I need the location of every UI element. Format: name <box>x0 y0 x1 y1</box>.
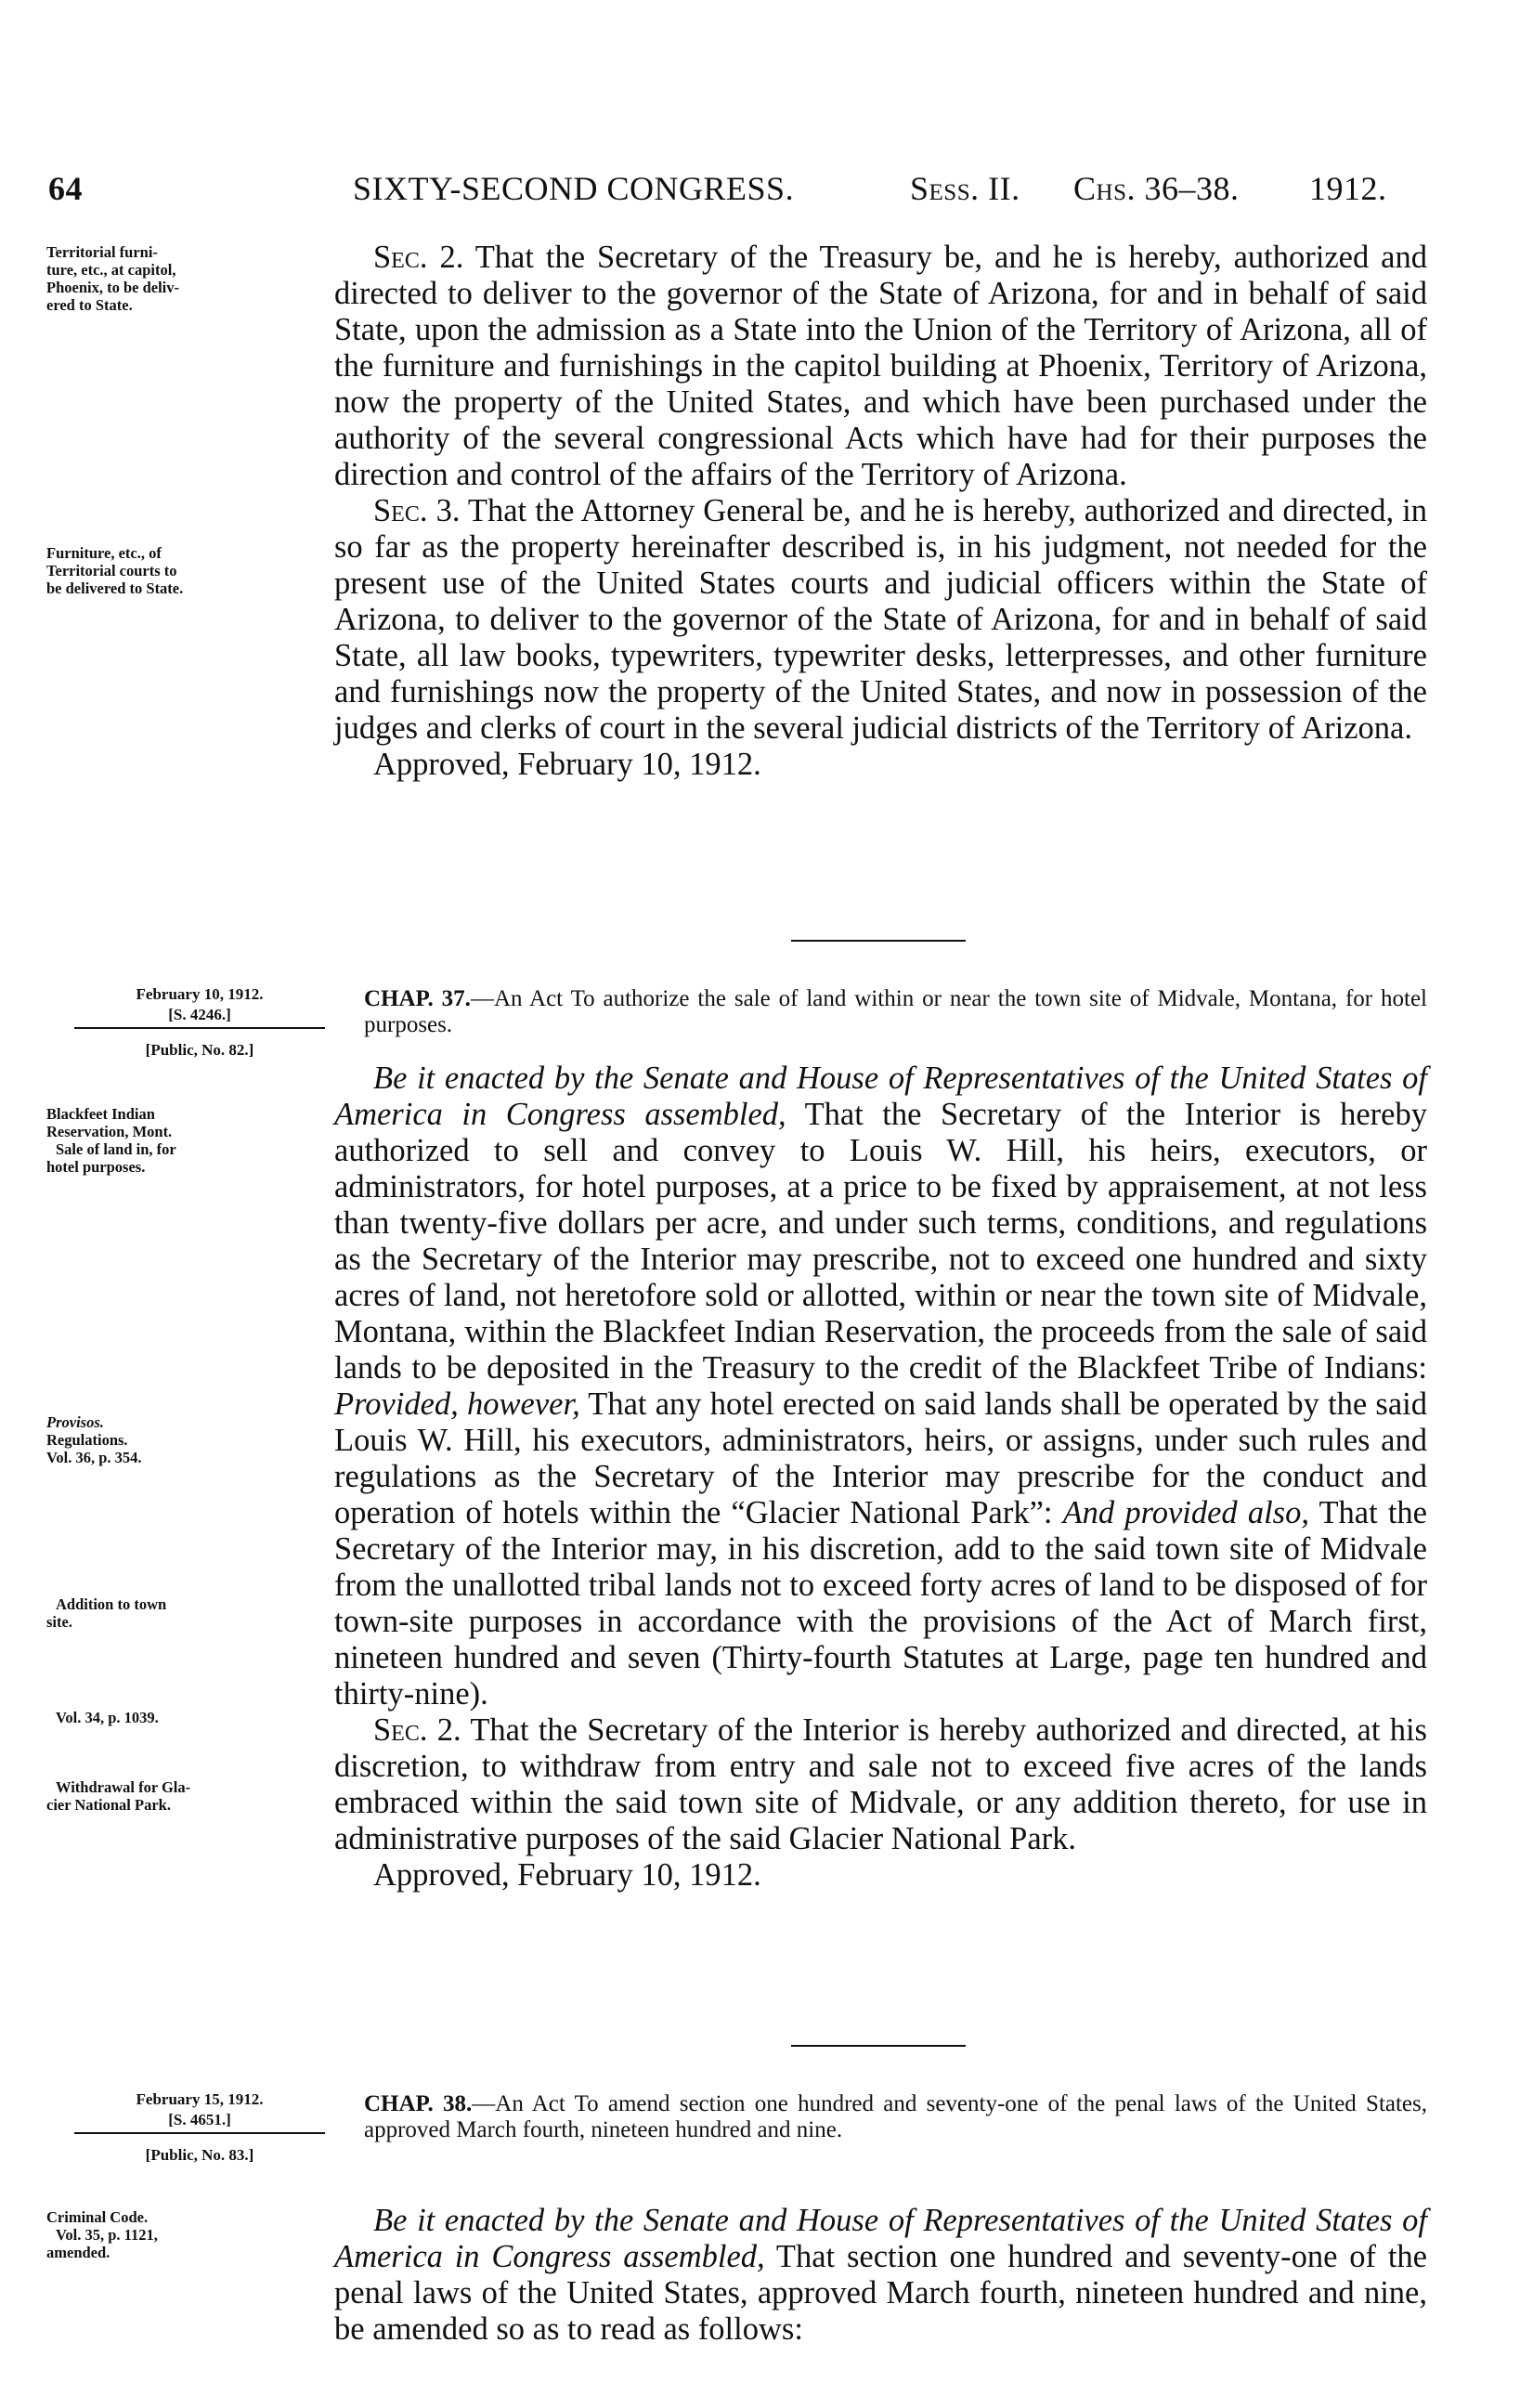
chapters-label: Chs. 36–38. <box>1073 170 1240 207</box>
running-header <box>48 169 1450 214</box>
header-year: 1912. <box>1309 170 1387 207</box>
approved-line-37: Approved, February 10, 1912. <box>373 1857 761 1893</box>
margin-note-criminal-code: Criminal Code. Vol. 35, p. 1121, amended. <box>46 2208 158 2261</box>
chap-37-date: February 10, 1912. <box>136 985 264 1003</box>
chap-38-label: CHAP. 38. <box>364 2091 473 2116</box>
margin-note-territorial-furniture: Territorial furni- ture, etc., at capitol, Phoenix, to be deliv- ered to State. <box>46 243 179 314</box>
chap-37-title: —An Act To authorize the sale of land within or near the town site of Midvale, Montana, for hotel purposes. <box>364 986 1427 1037</box>
divider-rule-2 <box>791 2045 966 2047</box>
chap-37-label: CHAP. 37. <box>364 986 471 1011</box>
chap-37-dateline <box>74 984 325 1061</box>
approved-line-36: Approved, February 10, 1912. <box>373 747 761 782</box>
chap-37-section-2: Sec. 2. That the Secretary of the Interior is hereby authorized and directed, at his discretion, to withdraw from entry and sale not to exceed five acres of the lands embraced within the said town site of Midvale, or any addition thereto, for use in administrative purposes of the said Glacier National Park. <box>334 1712 1427 1856</box>
margin-note-addition: Addition to town site. <box>46 1595 167 1631</box>
chap-37-bill: [S. 4246.] <box>74 1005 325 1029</box>
chap-38-body <box>334 2203 1427 2348</box>
page-number: 64 <box>48 170 83 207</box>
congress-title: SIXTY-SECOND CONGRESS. <box>353 170 795 207</box>
section-3-label: Sec. 3. <box>373 493 461 528</box>
section-3-paragraph <box>334 493 1427 747</box>
enacting-clause-37: Be it enacted by the Senate and House of Representatives of the United States of America in Congress assembled, <box>334 1061 1427 1132</box>
divider-rule <box>791 940 966 942</box>
margin-note-blackfeet: Blackfeet Indian Reservation, Mont. Sale of land in, for hotel purposes. <box>46 1105 176 1176</box>
chap-38-section-1: Be it enacted by the Senate and House of Representatives of the United States of America in Congress assembled, That section one hundred and seventy-one of the penal laws of the United States, approved March fourth, nineteen hundred and nine, be amended so as to read as follows: <box>334 2203 1427 2347</box>
section-2-text: That the Secretary of the Treasury be, and he is hereby, authorized and directed to deliver to the governor of the State of Arizona, for and in behalf of said State, upon the admission as a State into the Union of the Territory of Arizona, all of the furniture and furnishings in the capitol building at Phoenix, Territory of Arizona, now the property of the United States, and which have been purchased under the authority of the several congressional Acts which have had for their purposes the direction and control of the affairs of the Territory of Arizona. <box>334 240 1427 492</box>
chap-37-body <box>334 1061 1427 1894</box>
margin-note-withdrawal: Withdrawal for Gla- cier National Park. <box>46 1778 191 1814</box>
margin-note-provisos: Provisos. Regulations. Vol. 36, p. 354. <box>46 1413 142 1466</box>
margin-note-vol34: Vol. 34, p. 1039. <box>56 1709 159 1726</box>
chap-37-section-1: Be it enacted by the Senate and House of Representatives of the United States of America in Congress assembled, That the Secretary of the Interior is hereby authorized to sell and convey to Louis W. Hill, his heirs, executors, or administrators, for hotel purposes, at a price to be fixed by appraisement, at not less than twenty-five dollars per acre, and under such terms, conditions, and regulations as the Secretary of the Interior may prescribe, not to exceed one hundred and sixty acres of land, not heretofore sold or allotted, within or near the town site of Midvale, Montana, within the Blackfeet Indian Reservation, the proceeds from the sale of said lands to be deposited in the Treasury to the credit of the Blackfeet Tribe of Indians: Provided, however, That any hotel erected on said lands shall be operated by the said Louis W. Hill, his executors, administrators, heirs, or assigns, under such rules and regulations as the Secretary of the Interior may prescribe for the conduct and operation of hotels within the “Glacier National Park”: And provided also, That the Secretary of the Interior may, in his discretion, add to the said town site of Midvale from the unallotted tribal lands not to exceed forty acres of land to be disposed of for town-site purposes in accordance with the provisions of the Act of March first, nineteen hundred and seven (Thirty-fourth Statutes at Large, page ten hundred and thirty-nine). <box>334 1061 1427 1712</box>
chap-38-heading <box>364 2091 1427 2143</box>
chap-37-public-number: [Public, No. 82.] <box>145 1041 254 1059</box>
enacting-clause-38: Be it enacted by the Senate and House of Representatives of the United States of America in Congress assembled, <box>334 2203 1427 2274</box>
sections-36-body <box>334 240 1427 783</box>
session-label: Sess. II. <box>910 170 1020 207</box>
section-3-text: That the Attorney General be, and he is hereby, authorized and directed, in so far as the property hereinafter described is, in his judgment, not needed for the present use of the United States courts and judicial officers within the State of Arizona, to deliver to the governor of the State of Arizona, for and in behalf of said State, all law books, typewriters, typewriter desks, letterpresses, and other furniture and furnishings now the property of the United States, and now in possession of the judges and clerks of court in the several judicial districts of the Territory of Arizona. <box>334 493 1427 746</box>
chap-38-public-number: [Public, No. 83.] <box>145 2146 254 2164</box>
margin-note-court-furniture: Furniture, etc., of Territorial courts to be delivered to State. <box>46 544 184 597</box>
section-2-label: Sec. 2. <box>373 240 464 275</box>
chap-38-dateline <box>74 2089 325 2166</box>
chap-38-bill: [S. 4651.] <box>74 2110 325 2134</box>
chap-38-date: February 15, 1912. <box>136 2090 264 2108</box>
section-2-paragraph <box>334 240 1427 493</box>
chap-38-title: —An Act To amend section one hundred and seventy-one of the penal laws of the United States, approved March fourth, nineteen hundred and nine. <box>364 2091 1428 2142</box>
chap-37-heading <box>364 986 1427 1038</box>
